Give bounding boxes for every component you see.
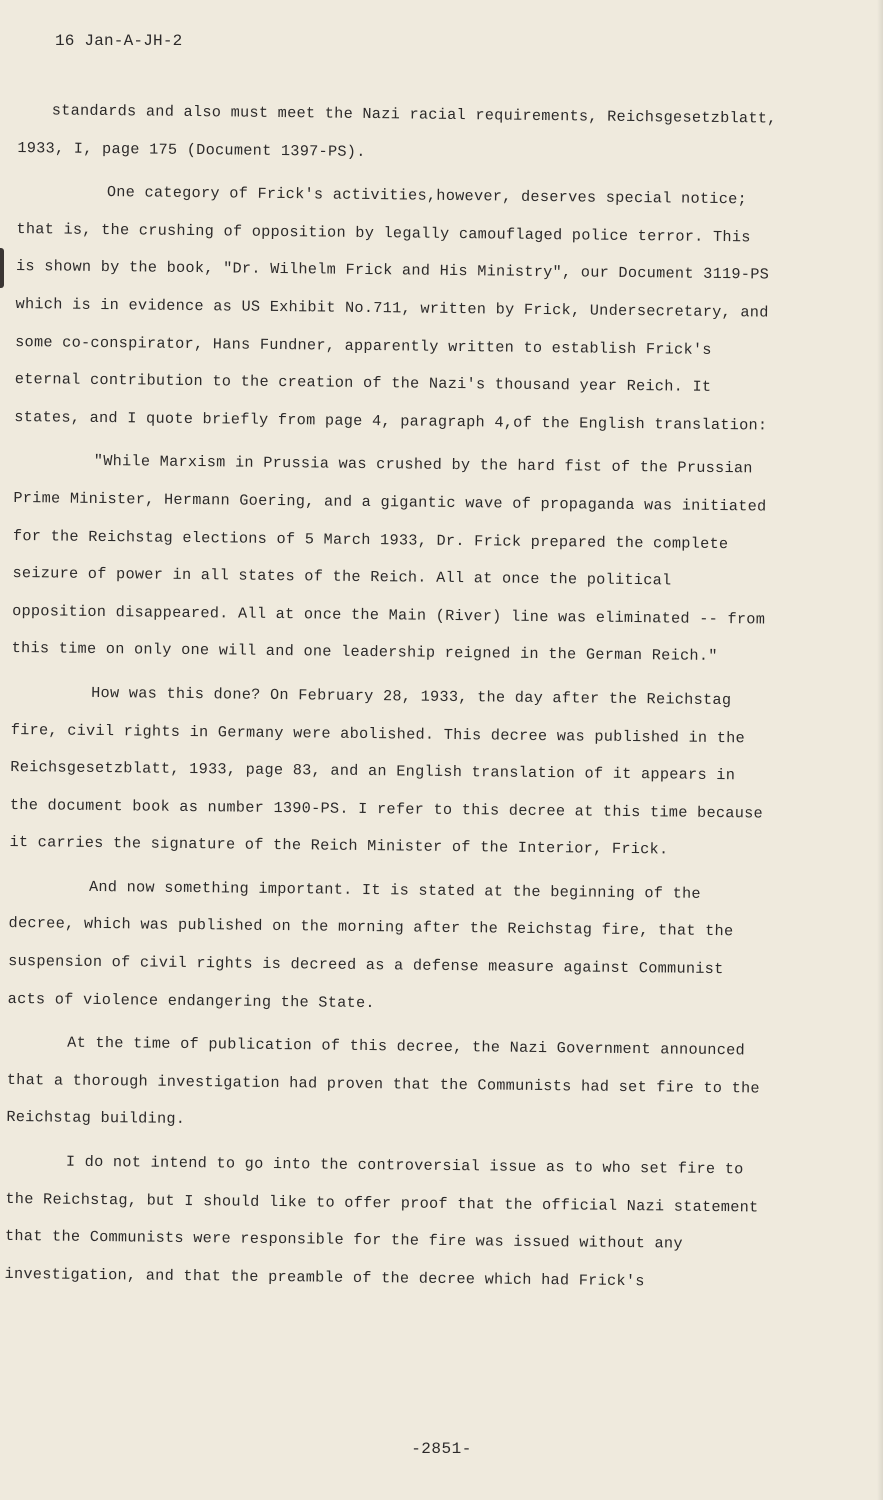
page-number: -2851- bbox=[411, 1440, 472, 1458]
paragraph-publication: At the time of publication of this decree, the Nazi Government announced that a thorough investigation had proven that the Communists had set fire to the Reichstag building. bbox=[6, 1033, 760, 1129]
paragraph-continuation: standards and also must meet the Nazi racial requirements, Reichsgesetzblatt, 1933, I, page 175 (Document 1397-PS). bbox=[17, 101, 777, 161]
document-body bbox=[4, 92, 778, 1302]
paragraph-something-important: And now something important. It is stated at the beginning of the decree, which was published on the morning after the Reichstag fire, that the suspension of civil rights is decreed as a defense measure against Communist acts of violence endangering the State. bbox=[7, 877, 734, 1012]
page-reference: 16 Jan-A-JH-2 bbox=[55, 32, 183, 50]
binding-punch-mark bbox=[0, 248, 4, 288]
paragraph-how-was-this-done: How was this done? On February 28, 1933, the day after the Reichstag fire, civil rights in Germany were abolished. This decree was published in the Reichsgesetzblatt, 1933, page 83, and an English translation of it appears in the document book as number 1390-PS. I refer to this decree at this time because it carries the signature of the Reich Minister of the Interior, Frick. bbox=[9, 683, 764, 859]
paragraph-reichstag-fire: I do not intend to go into the controversial issue as to who set fire to the Reichstag, but I should like to offer proof that the official Nazi statement that the Communists were responsible for the fire was issued without any investigation, and that the preamble of the decree which had Frick's bbox=[4, 1152, 759, 1290]
paragraph-quotation: "While Marxism in Prussia was crushed by the hard fist of the Prussian Prime Minister, Hermann Goering, and a gigantic wave of propaganda was initiated for the Reichstag elections of 5 March 1933, Dr. Frick prepared the complete seizure of power in all states of the Reich. All at once the political opposition disappeared. All at once the Main (River) line was eliminated -- from this time on only one will and one leadership reigned in the German Reich." bbox=[11, 452, 767, 666]
paragraph-frick-activities: One category of Frick's activities,however, deserves special notice; that is, the crushing of opposition by legally camouflaged police terror. This is shown by the book, "Dr. Wilhelm Frick and His Ministry", our Document 3119-PS which is in evidence as US Exhibit No.711, written by Frick, Undersecretary, and some co-conspirator, Hans Fundner, apparently written to establish Frick's eternal contribution to the creation of the Nazi's thousand year Reich. It states, and I quote briefly from page 4, paragraph 4,of the English translation: bbox=[14, 183, 770, 435]
